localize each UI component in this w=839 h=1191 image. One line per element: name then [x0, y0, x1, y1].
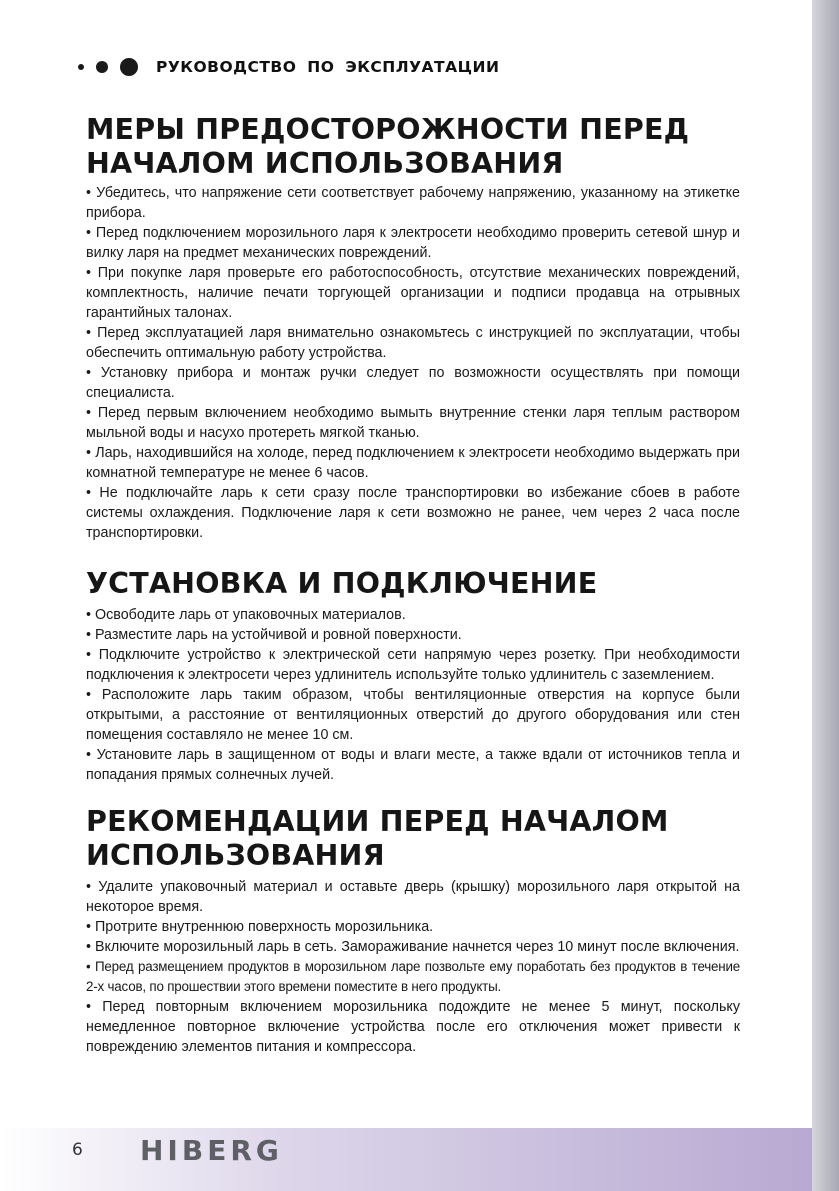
- bullet-dot-large: [120, 58, 138, 76]
- page-number: 6: [72, 1140, 83, 1160]
- list-item: • Расположите ларь таким образом, чтобы вентиляционные отверстия на корпусе были открытыми, а расстояние от вентиляционных отверстий до другого оборудования или стен помещения составляло не менее 10 см.: [86, 685, 740, 745]
- list-item: • Перед подключением морозильного ларя к электросети необходимо проверить сетевой шнур и вилку ларя на предмет механических повреждений.: [86, 223, 740, 263]
- list-item: • Ларь, находившийся на холоде, перед подключением к электросети необходимо выдержать при комнатной температуре не менее 6 часов.: [86, 443, 740, 483]
- section-title: [86, 805, 740, 873]
- section-title-line: МЕРЫ ПРЕДОСТОРОЖНОСТИ ПЕРЕД: [86, 113, 690, 146]
- section-installation: [86, 567, 740, 785]
- bullet-list: [86, 605, 740, 785]
- list-item: • Включите морозильный ларь в сеть. Замораживание начнется через 10 минут после включения.: [86, 937, 740, 957]
- section-title: [86, 567, 740, 601]
- section-title: [86, 113, 740, 181]
- bullet-dot-medium: [96, 61, 108, 73]
- list-item: • Перед повторным включением морозильника подождите не менее 5 минут, поскольку немедленное повторное включение устройства после его отключения может привести к повреждению элементов питания и компрессора.: [86, 997, 740, 1057]
- page-header: [78, 52, 499, 82]
- bullet-list: [86, 183, 740, 543]
- list-item: • Протрите внутреннюю поверхность морозильника.: [86, 917, 740, 937]
- list-item: • Удалите упаковочный материал и оставьте дверь (крышку) морозильного ларя открытой на некоторое время.: [86, 877, 740, 917]
- section-precautions: [86, 113, 740, 543]
- list-item: • При покупке ларя проверьте его работоспособность, отсутствие механических повреждений, комплектность, наличие печати торгующей организации и подписи продавца на отрывных гарантийных талонах.: [86, 263, 740, 323]
- bullet-dot-small: [78, 64, 84, 70]
- list-item: • Перед размещением продуктов в морозильном ларе позвольте ему поработать без продуктов в течение 2-х часов, по прошествии этого времени поместите в него продукты.: [86, 957, 740, 997]
- list-item: • Разместите ларь на устойчивой и ровной поверхности.: [86, 625, 740, 645]
- section-title-line: РЕКОМЕНДАЦИИ ПЕРЕД НАЧАЛОМ: [86, 805, 669, 838]
- bullet-list: [86, 877, 740, 1057]
- header-title: РУКОВОДСТВО ПО ЭКСПЛУАТАЦИИ: [156, 58, 500, 76]
- list-item: • Не подключайте ларь к сети сразу после транспортировки во избежание сбоев в работе системы охлаждения. Подключение ларя к сети возможно не ранее, чем через 2 часа после транспортировки.: [86, 483, 740, 543]
- section-title-line: УСТАНОВКА И ПОДКЛЮЧЕНИЕ: [86, 567, 598, 600]
- list-item: • Перед первым включением необходимо вымыть внутренние стенки ларя теплым раствором мыльной воды и насухо протереть мягкой тканью.: [86, 403, 740, 443]
- list-item: • Перед эксплуатацией ларя внимательно ознакомьтесь с инструкцией по эксплуатации, чтобы обеспечить оптимальную работу устройства.: [86, 323, 740, 363]
- list-item: • Подключите устройство к электрической сети напрямую через розетку. При необходимости подключения к электросети через удлинитель используйте только удлинитель с заземлением.: [86, 645, 740, 685]
- page-content: [86, 113, 740, 1057]
- brand-logo: HIBERG: [140, 1134, 283, 1167]
- list-item: • Установите ларь в защищенном от воды и влаги месте, а также вдали от источников тепла и попадания прямых солнечных лучей.: [86, 745, 740, 785]
- footer-band: [0, 1128, 812, 1191]
- page-edge-strip: [812, 0, 839, 1191]
- section-recommendations: [86, 805, 740, 1057]
- list-item: • Убедитесь, что напряжение сети соответствует рабочему напряжению, указанному на этикетке прибора.: [86, 183, 740, 223]
- list-item: • Установку прибора и монтаж ручки следует по возможности осуществлять при помощи специалиста.: [86, 363, 740, 403]
- section-title-line: НАЧАЛОМ ИСПОЛЬЗОВАНИЯ: [86, 147, 564, 180]
- list-item: • Освободите ларь от упаковочных материалов.: [86, 605, 740, 625]
- section-title-line: ИСПОЛЬЗОВАНИЯ: [86, 839, 385, 872]
